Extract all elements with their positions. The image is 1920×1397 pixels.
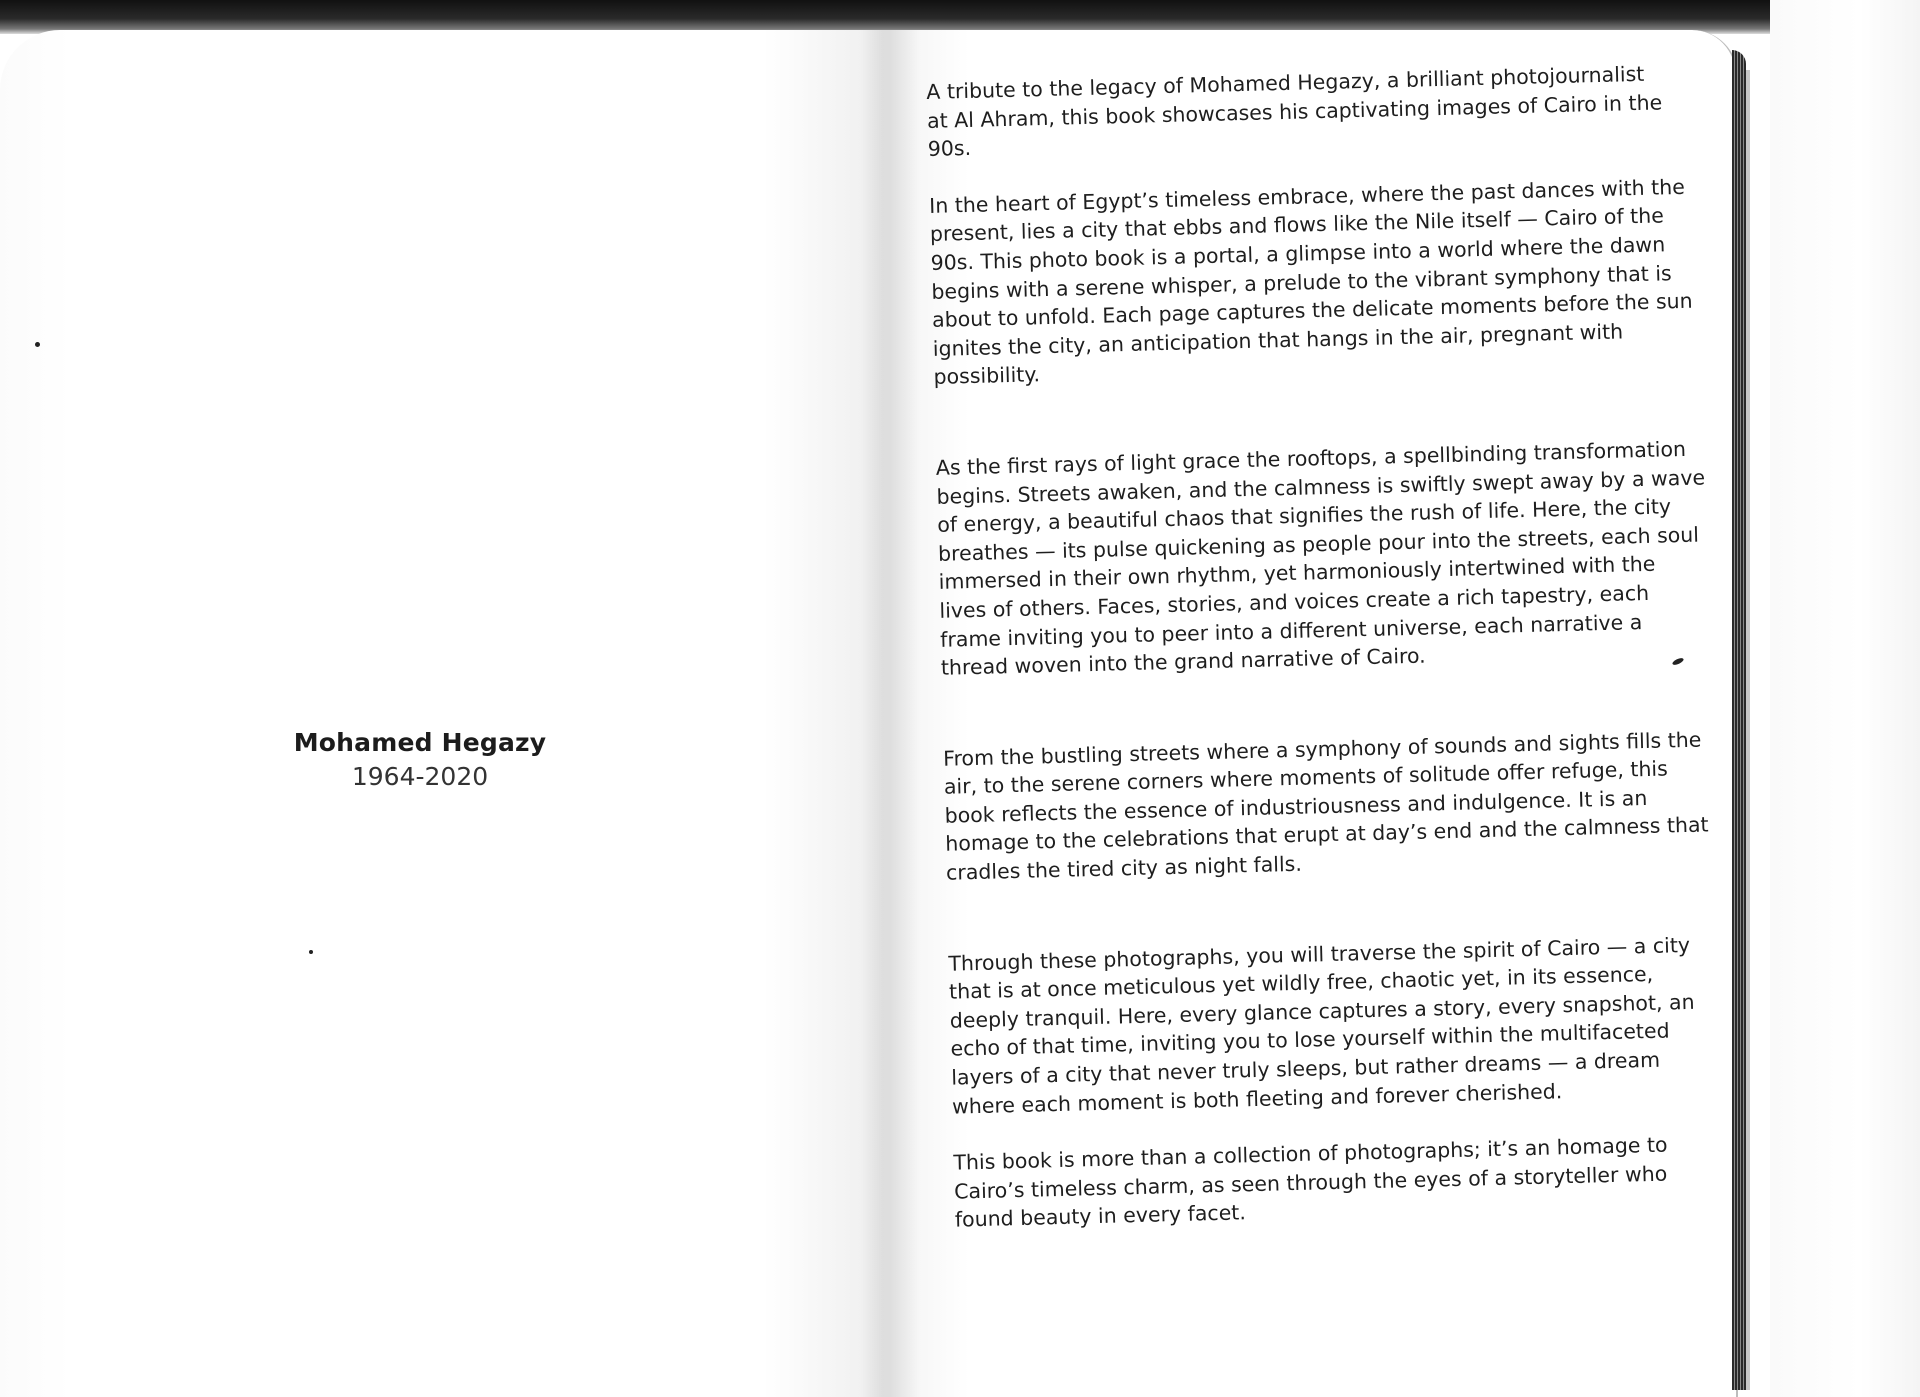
page-edges-outer xyxy=(1746,70,1750,1390)
dust-speck xyxy=(35,342,40,347)
intro-paragraph: A tribute to the legacy of Mohamed Hegazy, a brilliant photojournalist at Al Ahram, this book showcases his captivating images of Cairo in the 90s. xyxy=(926,61,1663,162)
body-paragraph-1: In the heart of Egypt’s timeless embrace, where the past dances with the present, lies a city that ebbs and flows like the Nile itself — Cairo of the 90s. This photo book is a portal, a glimpse into a world where the dawn begins with a serene whisper, a prelude to the vibrant symphony that is about to unfold. Each page captures the delicate moments before the sun ignites the city, an anticipation that hangs in the air, pregnant with possibility. xyxy=(928,174,1693,390)
author-block xyxy=(250,727,590,795)
author-years: 1964-2020 xyxy=(351,762,489,791)
author-name: Mohamed Hegazy xyxy=(293,728,547,757)
body-paragraph-4: Through these photographs, you will traverse the spirit of Cairo — a city that is at once meticulous yet wildly free, chaotic yet, in its essence, deeply tranquil. Here, every glance captures a story, every snapshot, an echo of that time, inviting you to lose yourself within the multifaceted layers of a city that never truly sleeps, but rather dreams — a dream where each moment is both fleeting and forever cherished. xyxy=(948,932,1695,1119)
scanner-background-right xyxy=(1770,0,1920,1397)
dust-speck xyxy=(309,950,313,954)
book-spine-shadow xyxy=(860,30,920,1397)
body-text-column xyxy=(926,59,1725,1235)
scanner-shadow-top xyxy=(0,0,1920,34)
body-paragraph-3: From the bustling streets where a symphony of sounds and sights fills the air, to the serene corners where moments of solitude offer refuge, this book reflects the essence of industriousness and indulgence. It is an homage to the celebrations that erupt at day’s end and the calmness that cradles the tired city as night falls. xyxy=(942,727,1709,885)
page-edges xyxy=(1732,50,1746,1390)
body-paragraph-2: As the first rays of light grace the rooftops, a spellbinding transformation begins. Streets awaken, and the calmness is swiftly swept away by a wave of energy, a beautiful chaos that signifies the rush of life. Here, the city breathes — its pulse quickening as people pour into the streets, each soul immersed in their own rhythm, yet harmoniously intertwined with the lives of others. Faces, stories, and voices create a rich tapestry, each frame inviting you to peer into a different universe, each narrative a thread woven into the grand narrative of Cairo. xyxy=(935,436,1706,680)
body-paragraph-5: This book is more than a collection of photographs; it’s an homage to Cairo’s timeless charm, as seen through the eyes of a storyteller who found beauty in every facet. xyxy=(953,1132,1668,1233)
left-page xyxy=(0,30,888,1397)
